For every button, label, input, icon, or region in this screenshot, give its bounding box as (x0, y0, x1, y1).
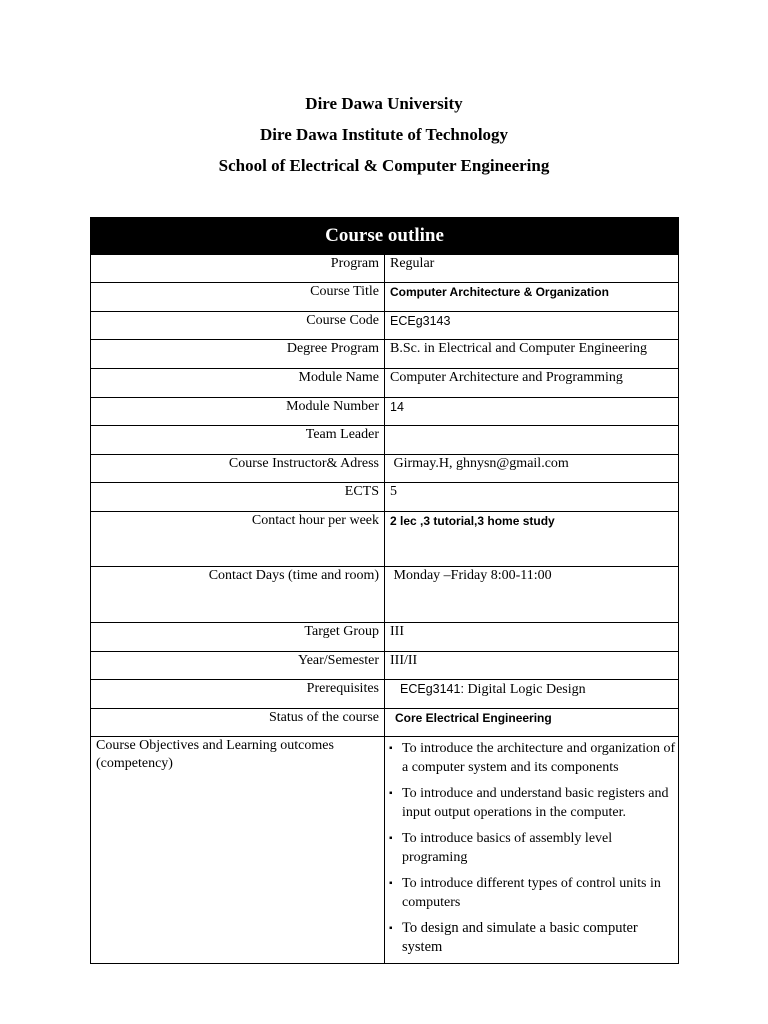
degree-program-value: B.Sc. in Electrical and Computer Engineering (385, 340, 679, 369)
objectives-label: Course Objectives and Learning outcomes (competency) (91, 737, 385, 964)
year-semester-value: III/II (385, 652, 679, 680)
team-leader-value (385, 426, 679, 455)
status-value: Core Electrical Engineering (385, 709, 679, 737)
objectives-cell (385, 737, 679, 964)
objective-text: To design and simulate a basic computer system (402, 920, 638, 955)
degree-program-label: Degree Program (91, 340, 385, 369)
instructor-value-text: Girmay.H, ghnysn@gmail.com (393, 456, 569, 471)
prerequisites-label: Prerequisites (91, 680, 385, 709)
module-name-label: Module Name (91, 369, 385, 398)
list-item (389, 919, 678, 957)
bullet-icon: ▪ (389, 833, 393, 844)
course-title-label: Course Title (91, 283, 385, 312)
objective-text: To introduce basics of assembly level programing (402, 831, 613, 865)
program-label: Program (91, 255, 385, 283)
ects-value: 5 (385, 483, 679, 512)
module-number-label: Module Number (91, 398, 385, 426)
ects-label: ECTS (91, 483, 385, 512)
bullet-icon: ▪ (389, 743, 393, 754)
prerequisite-name: Digital Logic Design (467, 682, 586, 697)
module-number-value: 14 (385, 398, 679, 426)
contact-days-label: Contact Days (time and room) (91, 567, 385, 623)
instructor-label: Course Instructor& Adress (91, 455, 385, 483)
objective-text: To introduce the architecture and organization of a computer system and its components (402, 741, 676, 775)
list-item (389, 784, 678, 822)
module-name-value: Computer Architecture and Programming (385, 369, 679, 398)
prerequisite-code: ECEg3141: (400, 682, 464, 696)
program-value: Regular (385, 255, 679, 283)
team-leader-label: Team Leader (91, 426, 385, 455)
instructor-value (385, 455, 679, 483)
bullet-icon: ▪ (389, 923, 393, 934)
prerequisites-value (385, 680, 679, 709)
university-name: Dire Dawa University (305, 94, 463, 113)
list-item (389, 874, 678, 912)
objective-text: To introduce and understand basic registers and input output operations in the computer. (402, 786, 669, 820)
target-group-label: Target Group (91, 623, 385, 652)
objective-text: To introduce different types of control units in computers (402, 876, 661, 910)
year-semester-label: Year/Semester (91, 652, 385, 680)
status-label: Status of the course (91, 709, 385, 737)
contact-hour-value: 2 lec ,3 tutorial,3 home study (385, 512, 679, 567)
school-name: School of Electrical & Computer Engineering (218, 156, 550, 175)
objectives-list (389, 737, 678, 963)
contact-days-value-text: Monday –Friday 8:00-11:00 (393, 568, 552, 583)
bullet-icon: ▪ (389, 878, 393, 889)
course-code-value: ECEg3143 (385, 312, 679, 340)
contact-days-value (385, 567, 679, 623)
target-group-value: III (385, 623, 679, 652)
course-outline-table (90, 217, 679, 964)
institute-name: Dire Dawa Institute of Technology (259, 125, 509, 144)
list-item (389, 829, 678, 867)
course-code-label: Course Code (91, 312, 385, 340)
course-outline-title: Course outline (91, 218, 679, 255)
list-item (389, 739, 678, 777)
bullet-icon: ▪ (389, 788, 393, 799)
course-title-value: Computer Architecture & Organization (385, 283, 679, 312)
contact-hour-label: Contact hour per week (91, 512, 385, 567)
